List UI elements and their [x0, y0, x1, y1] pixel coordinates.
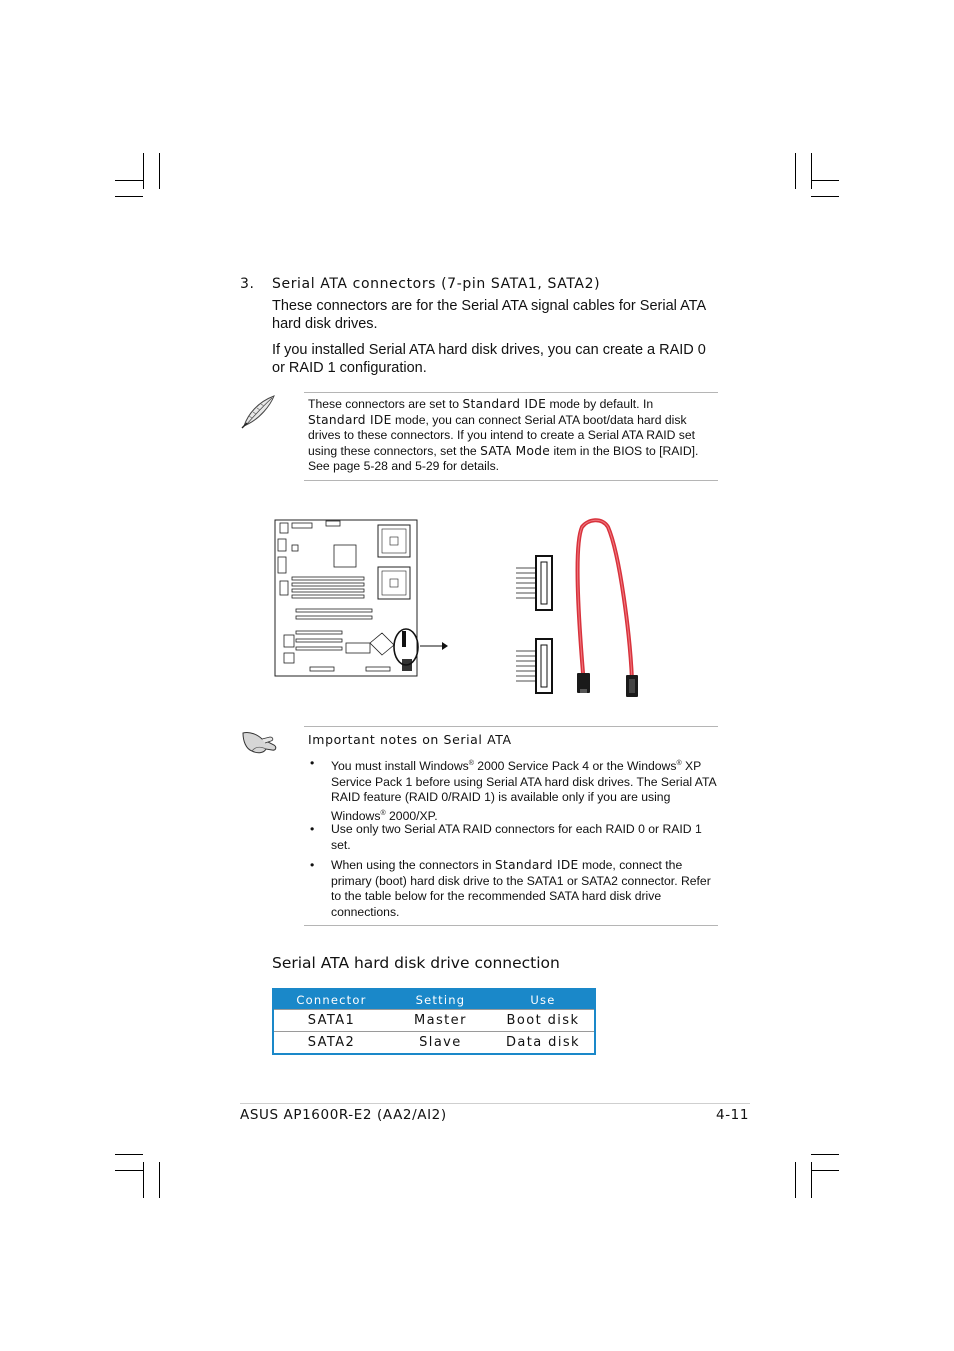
sata1-connector-diagram [512, 552, 558, 612]
sata-connection-table [272, 988, 596, 1055]
note-emphasis: Standard IDE [462, 397, 547, 411]
hand-important-icon [240, 727, 280, 757]
table-header-cell: Use [492, 989, 595, 1010]
footer-page-number: 4-11 [716, 1107, 750, 1123]
footer-model: ASUS AP1600R-E2 (AA2/AI2) [240, 1107, 447, 1123]
bullet-icon: • [310, 858, 315, 872]
sata-cable-illustration [568, 515, 648, 705]
note-top-rule [304, 392, 718, 393]
table-cell: SATA1 [273, 1010, 389, 1032]
table-cell: Slave [389, 1032, 492, 1055]
bullet-icon: • [310, 756, 315, 770]
note-emphasis: Standard IDE [308, 412, 392, 427]
important-bottom-rule [304, 925, 718, 926]
table-header-row [273, 989, 595, 1010]
table-cell: Data disk [492, 1032, 595, 1055]
section-paragraph-1: These connectors are for the Serial ATA signal cables for Serial ATA hard disk drives. [272, 298, 706, 332]
table-header-cell: Connector [273, 989, 389, 1010]
table-cell: SATA2 [273, 1032, 389, 1055]
footer-rule [240, 1103, 750, 1104]
table-header-cell: Setting [389, 989, 492, 1010]
note-text: These connectors are set to Standard IDE mode by default. In Standard IDE mode, you can connect Serial ATA boot/data hard disk drives to these connectors. If you intend to create a Serial ATA RAID set using these connectors, set the SATA Mode item in the BIOS to [RAID]. See page 5-28 and 5-29 for details. [308, 397, 699, 473]
important-top-rule [304, 726, 718, 727]
table-row [273, 1010, 595, 1032]
section-paragraph-2: If you installed Serial ATA hard disk drives, you can create a RAID 0 or RAID 1 configuration. [272, 342, 706, 376]
note-emphasis: SATA Mode [480, 443, 551, 458]
bullet-icon: • [310, 822, 315, 836]
note-bottom-rule [304, 480, 718, 481]
table-cell: Boot disk [492, 1010, 595, 1032]
table-row [273, 1032, 595, 1055]
section-title: Serial ATA connectors (7-pin SATA1, SATA2) [272, 276, 601, 292]
motherboard-layout-figure [270, 515, 450, 680]
table-cell: Master [389, 1010, 492, 1032]
bullet-emphasis: Standard IDE [494, 858, 579, 872]
table-title: Serial ATA hard disk drive connection [272, 954, 560, 972]
pen-note-icon [238, 392, 278, 432]
section-number: 3. [240, 276, 255, 292]
sata2-connector-diagram [512, 635, 558, 695]
important-title: Important notes on Serial ATA [308, 732, 512, 747]
